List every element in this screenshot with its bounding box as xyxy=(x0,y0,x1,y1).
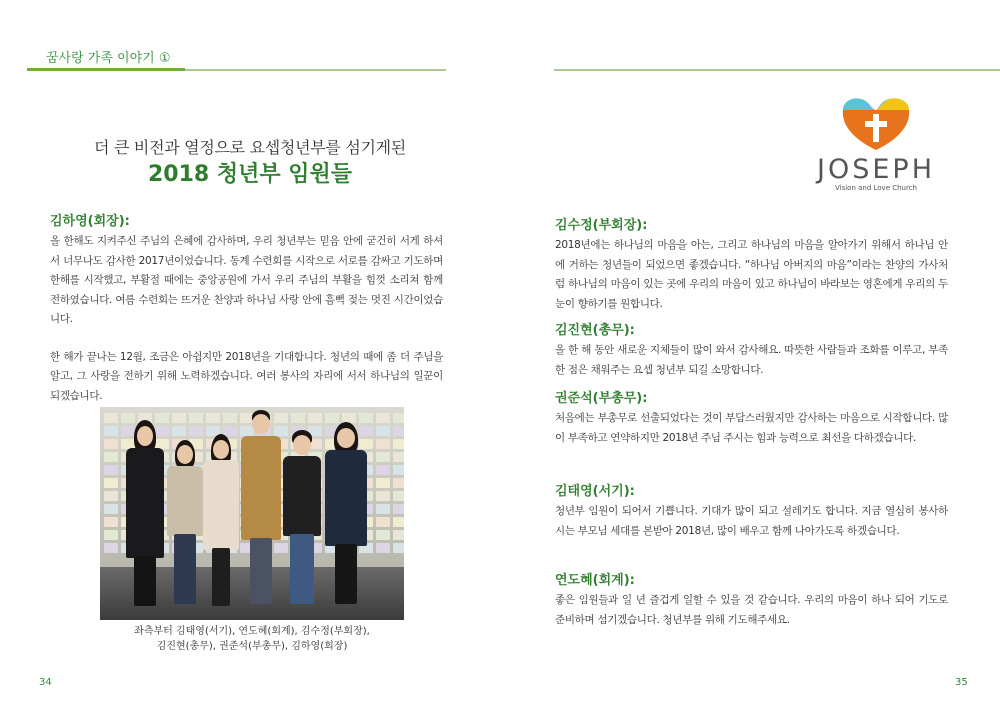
entry-name: 연도혜(회계): xyxy=(555,573,635,588)
wall-card xyxy=(172,413,186,423)
photo-caption xyxy=(100,624,404,654)
wall-card xyxy=(104,504,118,514)
wall-card xyxy=(104,413,118,423)
wall-card xyxy=(376,465,390,475)
wall-card xyxy=(376,543,390,553)
wall-card xyxy=(393,426,404,436)
wall-card xyxy=(172,426,186,436)
header-divider xyxy=(27,69,446,71)
page-number-right: 35 xyxy=(955,677,968,688)
entry-vice-president xyxy=(555,214,948,314)
wall-card xyxy=(104,465,118,475)
photo-person xyxy=(122,420,166,610)
entry-text: 처음에는 부총무로 선출되었다는 것이 부담스러웠지만 감사하는 마음으로 시작합니다. 많이 부족하고 연약하지만 2018년 주님 주시는 힘과 능력으로 최선을 다하겠습니다. xyxy=(555,412,948,444)
right-page xyxy=(500,0,1000,709)
photo-person xyxy=(200,434,242,610)
wall-card xyxy=(376,478,390,488)
wall-card xyxy=(393,491,404,501)
wall-card xyxy=(308,413,322,423)
wall-card xyxy=(189,413,203,423)
entry-text: 좋은 임원들과 일 년 즐겁게 일할 수 있을 것 같습니다. 우리의 마음이 하나 되어 기도로 준비하며 섬기겠습니다. 청년부를 위해 기도해주세요. xyxy=(555,594,948,626)
entry-text: 청년부 임원이 되어서 기쁩니다. 기대가 많이 되고 설레기도 합니다. 지금 열심히 봉사하시는 부모님 세대를 본받아 2018년, 많이 배우고 함께 나아가도록 하겠습니다. xyxy=(555,505,948,537)
entry-president xyxy=(50,210,443,406)
wall-card xyxy=(104,478,118,488)
entry-name: 권준석(부총무): xyxy=(555,391,648,406)
entry-paragraph: 한 해가 끝나는 12월, 조금은 아쉽지만 2018년을 기대합니다. 청년의 때에 좀 더 주님을 알고, 그 사랑을 전하기 위해 노력하겠습니다. 여러 봉사의 자리에 서서 하나님의 일꾼이 되겠습니다. xyxy=(50,350,443,402)
photo-caption-line: 좌측부터 김태영(서기), 연도혜(회계), 김수정(부회장), xyxy=(134,626,370,637)
wall-card xyxy=(393,504,404,514)
wall-card xyxy=(291,413,305,423)
group-photo xyxy=(100,407,404,620)
wall-card xyxy=(376,491,390,501)
wall-card xyxy=(376,504,390,514)
entry-vice-general-affairs xyxy=(555,387,948,448)
photo-person xyxy=(238,410,284,610)
wall-card xyxy=(104,491,118,501)
entry-text: 2018년에는 하나님의 마음을 아는, 그리고 하나님의 마음을 알아가기 위해서 하나님 안에 거하는 청년들이 되었으면 좋겠습니다. “하나님 아버지의 마음”이라는 찬양의 가사처럼 하나님의 마음이 있는 곳에 우리의 마음이 있고 하나님이 바라보는 영혼에게 우리의 두 눈이 향하기를 원합니다. xyxy=(555,239,948,310)
entry-name: 김수정(부회장): xyxy=(555,218,648,233)
entry-text: 올 한 해 동안 새로운 지체들이 많이 와서 감사해요. 따뜻한 사람들과 조화를 이루고, 부족한 점은 채워주는 요셉 청년부 되길 소망합니다. xyxy=(555,344,948,376)
wall-card xyxy=(376,452,390,462)
entry-name: 김하영(회장): xyxy=(50,214,130,229)
entry-treasurer xyxy=(555,569,948,630)
wall-card xyxy=(376,413,390,423)
entry-secretary xyxy=(555,480,948,541)
logo-tagline: Vision and Love Church xyxy=(834,184,917,192)
entry-name: 김태영(서기): xyxy=(555,484,635,499)
photo-person xyxy=(280,430,324,610)
wall-card xyxy=(206,413,220,423)
photo-person xyxy=(322,422,370,610)
article-title: 2018 청년부 임원들 xyxy=(147,162,353,187)
section-header-title: 꿈사랑 가족 이야기 ① xyxy=(46,51,171,66)
joseph-logo xyxy=(813,96,939,196)
wall-card xyxy=(376,439,390,449)
heart-cross-icon xyxy=(813,96,939,154)
wall-card xyxy=(393,465,404,475)
wall-card xyxy=(393,543,404,553)
wall-card xyxy=(104,426,118,436)
photo-caption-line: 김진현(총무), 권준석(부총무), 김하영(회장) xyxy=(156,641,348,652)
article-subtitle: 더 큰 비전과 열정으로 요셉청년부를 섬기게된 xyxy=(94,138,406,157)
wall-card xyxy=(393,517,404,527)
wall-card xyxy=(393,478,404,488)
wall-card xyxy=(104,452,118,462)
wall-card xyxy=(376,530,390,540)
wall-card xyxy=(393,439,404,449)
wall-card xyxy=(104,517,118,527)
wall-card xyxy=(393,452,404,462)
page-number-left: 34 xyxy=(39,677,52,688)
wall-card xyxy=(393,413,404,423)
entry-general-affairs xyxy=(555,319,948,380)
header-divider xyxy=(554,69,1000,71)
wall-card xyxy=(376,426,390,436)
wall-card xyxy=(104,439,118,449)
wall-card xyxy=(104,543,118,553)
wall-card xyxy=(104,530,118,540)
logo-wordmark: JOSEPH xyxy=(817,154,935,185)
entry-name: 김진현(총무): xyxy=(555,323,635,338)
wall-card xyxy=(223,413,237,423)
wall-card xyxy=(376,517,390,527)
wall-card xyxy=(393,530,404,540)
entry-paragraph: 올 한해도 지켜주신 주님의 은혜에 감사하며, 우리 청년부는 믿음 안에 굳건히 서게 하셔서 너무나도 감사한 2017년이었습니다. 동계 수련회를 시작으로 서로를 감싸고 기도하며 한해를 시작했고, 부활절 때에는 중앙공원에 가서 우리 주님의 부활을 힘껏 소리쳐 함께 전하였습니다. 여름 수련회는 뜨거운 찬양과 하나님 사랑 안에 흠뻑 젖는 멋진 시간이었습니다. xyxy=(50,235,443,325)
